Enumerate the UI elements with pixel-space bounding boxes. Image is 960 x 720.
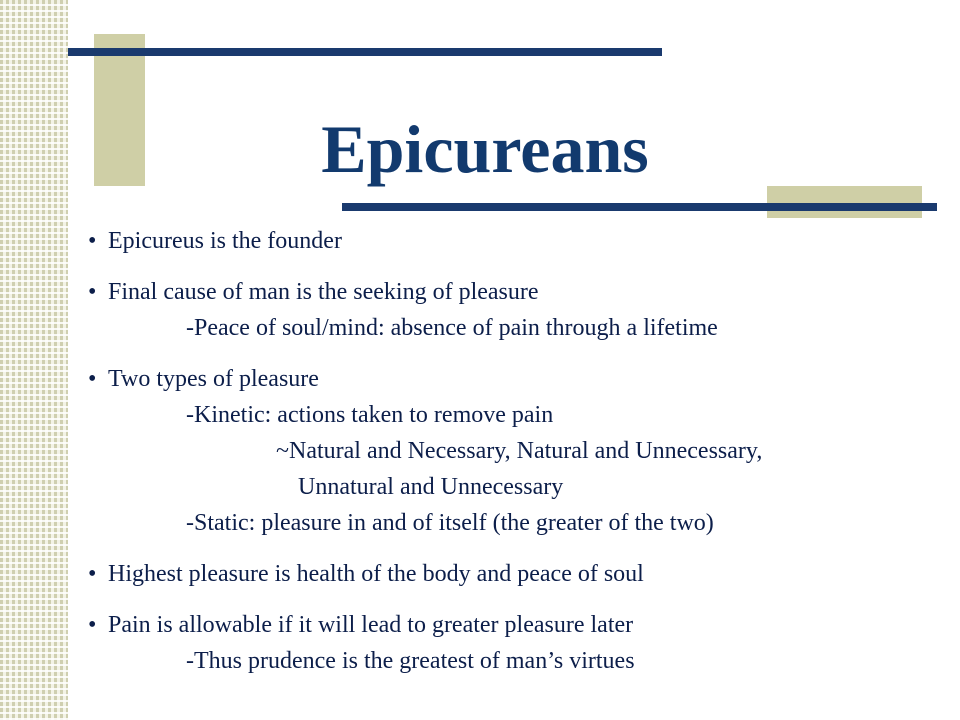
bullet-icon: • (88, 612, 97, 638)
slide-content (88, 223, 948, 694)
decorative-line-bottom (342, 203, 937, 211)
bullet-icon: • (88, 366, 97, 392)
bullet-text: Pain is allowable if it will lead to greater pleasure later (108, 612, 634, 638)
decorative-tan-block-right (767, 186, 922, 218)
bullet-line (88, 361, 948, 397)
bullet-line (88, 223, 948, 259)
slide-title: Epicureans (321, 111, 649, 187)
bullet-line (88, 607, 948, 643)
decorative-line-top (68, 48, 662, 56)
bullet-text: Highest pleasure is health of the body and peace of soul (108, 561, 644, 587)
bullet-text: Final cause of man is the seeking of pleasure (108, 279, 539, 305)
bullet-text: Two types of pleasure (108, 366, 319, 392)
sub-bullet-text: -Static: pleasure in and of itself (the greater of the two) (186, 510, 714, 536)
sub-sub-bullet-text: ~Natural and Necessary, Natural and Unnecessary, (276, 438, 763, 464)
bullet-item (88, 274, 948, 346)
bullet-item (88, 556, 948, 592)
sub-bullet-text: -Kinetic: actions taken to remove pain (186, 402, 554, 428)
bullet-icon: • (88, 228, 97, 254)
sub-bullet-text: -Thus prudence is the greatest of man’s virtues (186, 648, 635, 674)
sub-bullet-text: -Peace of soul/mind: absence of pain through a lifetime (186, 315, 718, 341)
left-stripe-pattern (0, 0, 68, 720)
bullet-icon: • (88, 279, 97, 305)
bullet-text: Epicureus is the founder (108, 228, 342, 254)
bullet-line (88, 274, 948, 310)
bullet-icon: • (88, 561, 97, 587)
bullet-item (88, 223, 948, 259)
decorative-tan-block-left (94, 34, 145, 186)
bullet-item (88, 607, 948, 679)
bullet-item (88, 361, 948, 541)
bullet-line (88, 556, 948, 592)
sub-sub-bullet-text: Unnatural and Unnecessary (298, 474, 564, 500)
